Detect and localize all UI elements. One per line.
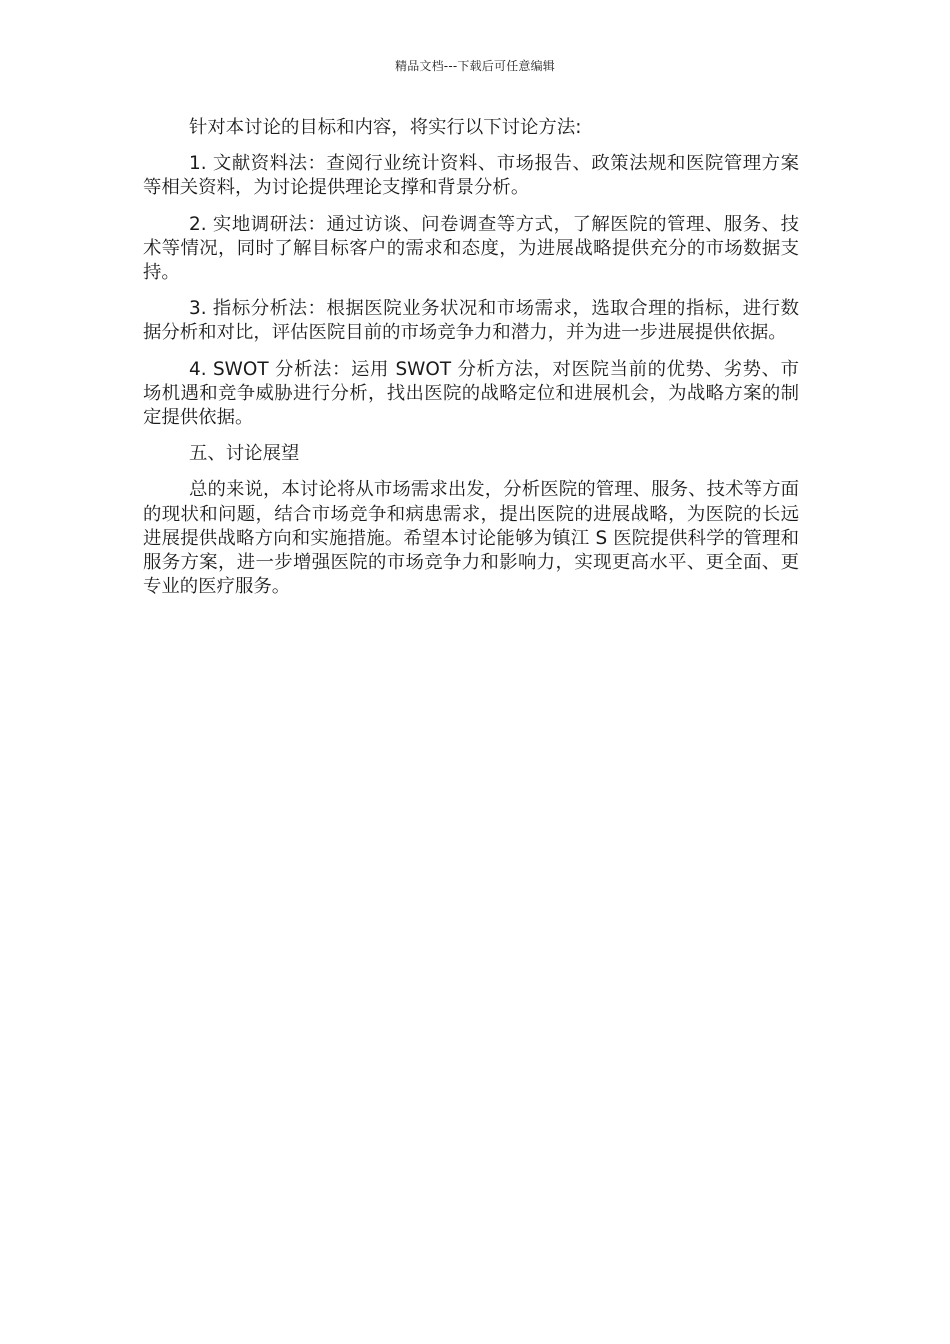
method-literature-paragraph: 1. 文献资料法：查阅行业统计资料、市场报告、政策法规和医院管理方案等相关资料，为讨论提供理论支撑和背景分析。 bbox=[143, 153, 799, 199]
method-field-research-paragraph: 2. 实地调研法：通过访谈、问卷调查等方式，了解医院的管理、服务、技术等情况，同时了解目标客户的需求和态度，为进展战略提供充分的市场数据支持。 bbox=[143, 213, 799, 284]
page-header: 精品文档---下载后可任意编辑 bbox=[395, 59, 555, 73]
section-heading: 五、讨论展望 bbox=[189, 443, 300, 465]
outlook-paragraph: 总的来说，本讨论将从市场需求出发，分析医院的管理、服务、技术等方面的现状和问题，结合市场竞争和病患需求，提出医院的进展战略，为医院的长远进展提供战略方向和实施措施。希望本讨论能够为镇江 S 医院提供科学的管理和服务方案，进一步增强医院的市场竞争力和影响力，实现更高水平、更全面、更专业的医疗服务。 bbox=[143, 479, 799, 598]
method-indicator-analysis-paragraph: 3. 指标分析法：根据医院业务状况和市场需求，选取合理的指标，进行数据分析和对比，评估医院目前的市场竞争力和潜力，并为进一步进展提供依据。 bbox=[143, 298, 799, 344]
method-swot-paragraph: 4. SWOT 分析法：运用 SWOT 分析方法，对医院当前的优势、劣势、市场机遇和竞争威胁进行分析，找出医院的战略定位和进展机会，为战略方案的制定提供依据。 bbox=[143, 358, 799, 429]
intro-paragraph: 针对本讨论的目标和内容，将实行以下讨论方法: bbox=[189, 117, 582, 138]
document-body bbox=[143, 116, 799, 611]
